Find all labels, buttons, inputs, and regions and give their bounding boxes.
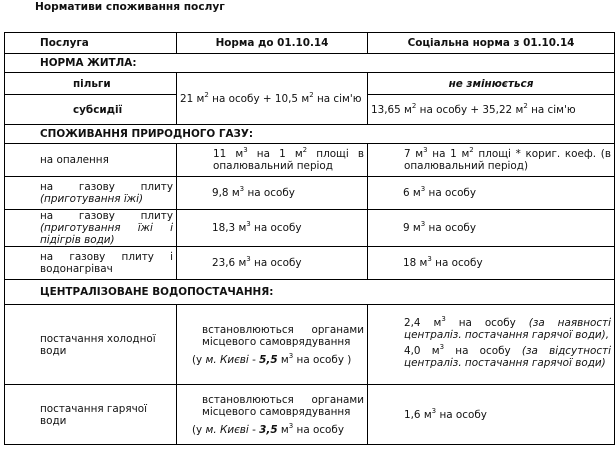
gas-heater-label: на газову плиту і водонагрівач [5, 247, 177, 280]
section-row [5, 280, 615, 305]
cold-water-new: 2,4 $м^3$ на особу (за наявності централіз. постачання гарячої води), 4,0 $м^3$ на особу (за відсутності централіз. постачання гарячої води) [368, 305, 615, 385]
header-service: Послуга [5, 33, 177, 54]
gas-heater-old: 23,6 $м^3$ на особу [177, 247, 368, 280]
gas-stove-new: 6 $м^3$ на особу [368, 177, 615, 210]
gas-stove-label: на газову плиту (приготування їжі) [5, 177, 177, 210]
table-row [5, 305, 615, 385]
gas-stove-water-label: на газову плиту (приготування їжі і підігрів води) [5, 210, 177, 247]
page-title: Нормативи споживання послуг [35, 1, 225, 13]
hot-water-new: 1,6 $м^3$ на особу [368, 385, 615, 445]
table-row [5, 385, 615, 445]
section-row [5, 54, 615, 73]
gas-heating-new: 7 $м^3$ на 1 $м^2$ площі * кориг. коеф. (в опалювальний період) [368, 144, 615, 177]
housing-old-norm: 21 $м^2$ на особу + 10,5 $м^2$ на сім'ю [177, 73, 368, 125]
gas-heating-label: на опалення [5, 144, 177, 177]
header-new-norm: Соціальна норма з 01.10.14 [368, 33, 615, 54]
section-row [5, 125, 615, 144]
table-row [5, 73, 615, 95]
subsidies-label: субсидії [5, 95, 177, 125]
section-water: ЦЕНТРАЛІЗОВАНЕ ВОДОПОСТАЧАННЯ: [5, 280, 615, 305]
norms-table [4, 32, 615, 445]
gas-heating-old: 11 $м^3$ на 1 $м^2$ площі в опалювальний період [177, 144, 368, 177]
housing-subsidy-new: 13,65 $м^2$ на особу + 35,22 $м^2$ на сім'ю [368, 95, 615, 125]
cold-water-label: постачання холодної води [5, 305, 177, 385]
table-row [5, 144, 615, 177]
table-row [5, 247, 615, 280]
table-row [5, 177, 615, 210]
benefits-label: пільги [5, 73, 177, 95]
header-old-norm: Норма до 01.10.14 [177, 33, 368, 54]
gas-heater-new: 18 $м^3$ на особу [368, 247, 615, 280]
section-housing: НОРМА ЖИТЛА: [5, 54, 615, 73]
gas-stove-water-new: 9 $м^3$ на особу [368, 210, 615, 247]
cold-water-old: встановлюються органами місцевого самоврядування (у м. Києві - 5,5 $м^3$ на особу ) [177, 305, 368, 385]
table-row [5, 210, 615, 247]
hot-water-label: постачання гарячої води [5, 385, 177, 445]
hot-water-old: встановлюються органами місцевого самоврядування (у м. Києві - 3,5 $м^3$ на особу [177, 385, 368, 445]
section-gas: СПОЖИВАННЯ ПРИРОДНОГО ГАЗУ: [5, 125, 615, 144]
table-header-row [5, 33, 615, 54]
gas-stove-old: 9,8 $м^3$ на особу [177, 177, 368, 210]
housing-unchanged: не змінюється [368, 73, 615, 95]
gas-stove-water-old: 18,3 $м^3$ на особу [177, 210, 368, 247]
